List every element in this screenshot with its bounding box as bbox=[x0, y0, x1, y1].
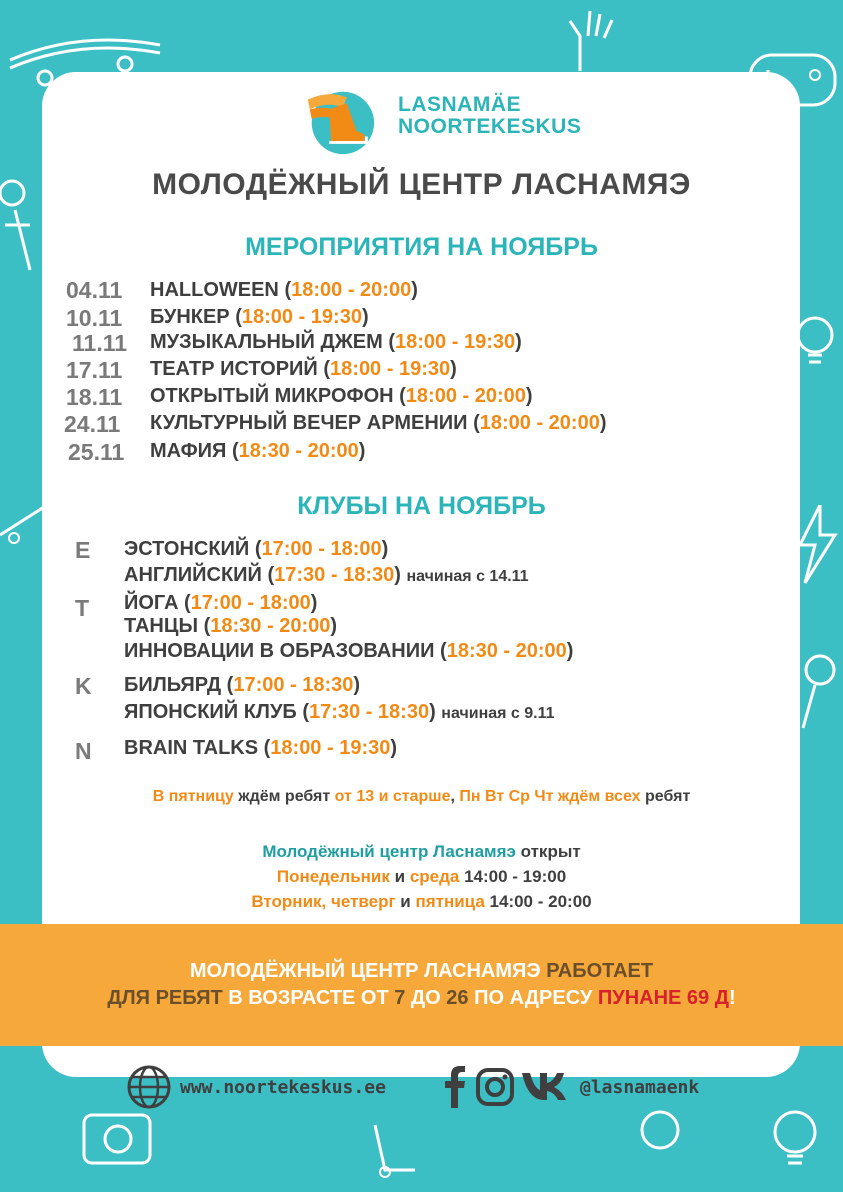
event-date: 10.11 bbox=[66, 305, 123, 331]
club-letter: E bbox=[75, 537, 91, 563]
event-date: 04.11 bbox=[66, 277, 123, 303]
page-title: МОЛОДЁЖНЫЙ ЦЕНТР ЛАСНАМЯЭ bbox=[152, 168, 691, 201]
event-item: ТЕАТР ИСТОРИЙ (18:00 - 19:30) bbox=[150, 358, 457, 380]
club-item: ЯПОНСКИЙ КЛУБ (17:30 - 18:30) начиная с 9.11 bbox=[124, 701, 555, 723]
address-banner bbox=[0, 924, 843, 1046]
instagram-icon[interactable] bbox=[476, 1068, 514, 1106]
website-link[interactable]: www.noortekeskus.ee bbox=[180, 1077, 386, 1098]
hand-doodle bbox=[560, 6, 630, 76]
hours-line-1: Молодёжный центр Ласнамяэ открыт bbox=[262, 842, 581, 861]
vk-icon[interactable] bbox=[520, 1070, 574, 1102]
club-item: BRAIN TALKS (18:00 - 19:30) bbox=[124, 737, 398, 759]
lightbulb-doodle-bottom bbox=[765, 1100, 825, 1180]
event-item: МАФИЯ (18:30 - 20:00) bbox=[150, 440, 366, 462]
microphone-doodle bbox=[795, 650, 840, 730]
clubs-heading: КЛУБЫ НА НОЯБРЬ bbox=[297, 492, 546, 520]
social-handle[interactable]: @lasnamaenk bbox=[580, 1077, 700, 1098]
scooter-doodle bbox=[360, 1120, 420, 1180]
club-item: БИЛЬЯРД (17:00 - 18:30) bbox=[124, 674, 361, 696]
event-item: БУНКЕР (18:00 - 19:30) bbox=[150, 306, 369, 328]
event-item: МУЗЫКАЛЬНЫЙ ДЖЕМ (18:00 - 19:30) bbox=[150, 331, 522, 353]
facebook-icon[interactable] bbox=[444, 1066, 466, 1108]
club-letter: N bbox=[75, 738, 92, 764]
events-heading: МЕРОПРИЯТИЯ НА НОЯБРЬ bbox=[245, 233, 598, 261]
club-item: ИННОВАЦИИ В ОБРАЗОВАНИИ (18:30 - 20:00) bbox=[124, 640, 574, 662]
banner-line-1: МОЛОДЁЖНЫЙ ЦЕНТР ЛАСНАМЯЭ РАБОТАЕТ bbox=[189, 960, 654, 982]
globe-icon bbox=[126, 1064, 172, 1110]
ball-doodle bbox=[635, 1105, 685, 1155]
brand-line-2: NOORTEKESKUS bbox=[398, 115, 582, 138]
hours-line-3: Вторник, четверг и пятница 14:00 - 20:00 bbox=[251, 892, 592, 911]
club-item: ЭСТОНСКИЙ (17:00 - 18:00) bbox=[124, 538, 389, 560]
brand-line-1: LASNAMÄE bbox=[398, 93, 521, 116]
sneaker-logo-icon bbox=[300, 80, 378, 158]
age-notice: В пятницу ждём ребят от 13 и старше, Пн Вт Ср Чт ждём всех ребят bbox=[152, 788, 691, 805]
club-letter: K bbox=[75, 673, 92, 699]
event-item: HALLOWEEN (18:00 - 20:00) bbox=[150, 279, 418, 301]
event-date: 24.11 bbox=[64, 411, 121, 437]
event-date: 18.11 bbox=[66, 384, 123, 410]
event-item: КУЛЬТУРНЫЙ ВЕЧЕР АРМЕНИИ (18:00 - 20:00) bbox=[150, 412, 607, 434]
club-item: ТАНЦЫ (18:30 - 20:00) bbox=[124, 615, 338, 637]
banner-line-2: ДЛЯ РЕБЯТ В ВОЗРАСТЕ ОТ 7 ДО 26 ПО АДРЕСУ ПУНАНЕ 69 Д! bbox=[107, 987, 736, 1009]
event-date: 11.11 bbox=[72, 330, 128, 356]
camera-doodle bbox=[78, 1100, 158, 1170]
club-item: АНГЛИЙСКИЙ (17:30 - 18:30) начиная с 14.11 bbox=[124, 564, 529, 586]
event-date: 25.11 bbox=[68, 439, 125, 465]
event-item: ОТКРЫТЫЙ МИКРОФОН (18:00 - 20:00) bbox=[150, 385, 533, 407]
club-letter: T bbox=[75, 595, 90, 621]
event-date: 17.11 bbox=[66, 357, 123, 383]
club-item: ЙОГА (17:00 - 18:00) bbox=[124, 592, 318, 614]
hours-line-2: Понедельник и среда 14:00 - 19:00 bbox=[276, 867, 567, 886]
brand-name bbox=[398, 94, 581, 138]
